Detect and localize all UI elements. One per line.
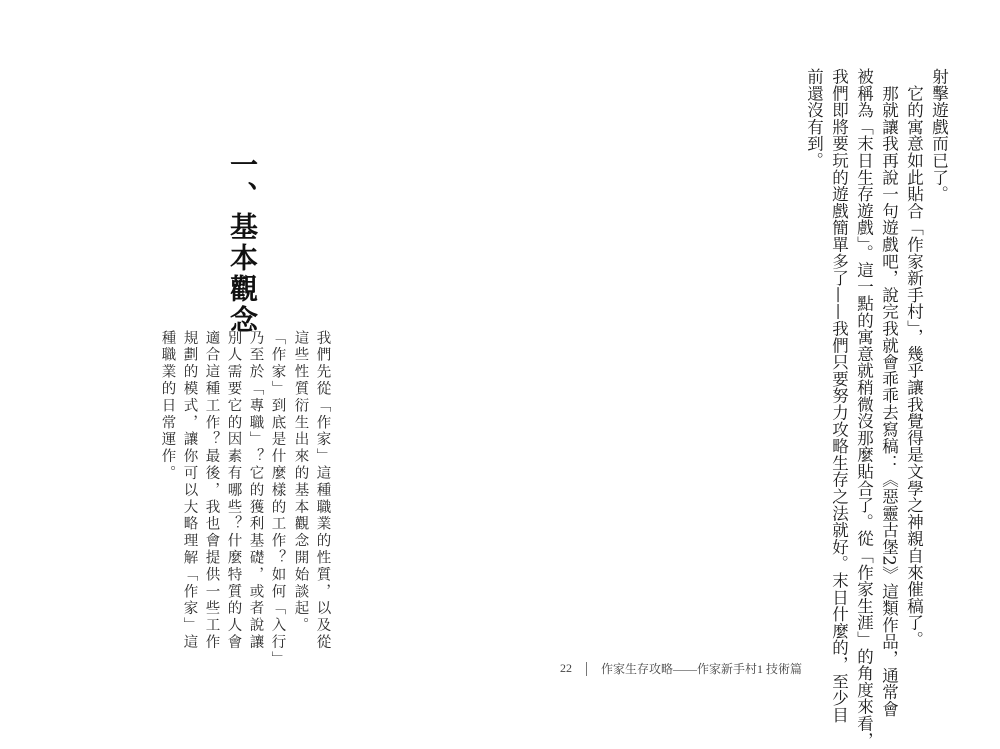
body-text-column-3: 那就讓我再說一句遊戲吧，說完我就會乖乖去寫稿：《惡靈古堡2》這類作品，通常會 bbox=[879, 68, 899, 718]
running-title: 作家生存攻略——作家新手村1 技術篇 bbox=[601, 662, 803, 676]
section-title: 一、基本觀念 bbox=[226, 150, 259, 336]
body-text-column-1: 射擊遊戲而已了。 bbox=[929, 68, 949, 203]
body-text-column-5: 我們即將要玩的遊戲簡單多了——我們只要努力攻略生存之法就好。末日什麼的，至少目 bbox=[829, 68, 849, 724]
page-number: 22 bbox=[560, 661, 572, 675]
body-text-column-4: 被稱為「末日生存遊戲」。這一點的寓意就稍微沒那麼貼合了。從「作家生涯」的角度來看， bbox=[854, 68, 874, 749]
footer-divider bbox=[586, 662, 587, 676]
intro-text-column-8: 種職業的日常運作。 bbox=[159, 330, 176, 483]
intro-text-column-3: 「作家」到底是什麼樣的工作？如何「入行」 bbox=[269, 330, 286, 668]
body-text-column-2: 它的寓意如此貼合「作家新手村」，幾乎讓我覺得是文學之神親自來催稿了。 bbox=[904, 68, 924, 648]
intro-text-column-2: 這些性質衍生出來的基本觀念開始談起。 bbox=[292, 330, 309, 635]
page-footer bbox=[560, 660, 802, 677]
intro-text-column-6: 適合這種工作？最後，我也會提供一些工作 bbox=[203, 330, 220, 652]
intro-text-column-7: 規劃的模式，讓你可以大略理解「作家」這 bbox=[181, 330, 198, 652]
intro-text-column-5: 別人需要它的因素有哪些？什麼特質的人會 bbox=[225, 330, 242, 652]
intro-text-column-1: 我們先從「作家」這種職業的性質，以及從 bbox=[314, 330, 331, 652]
intro-text-column-4: 乃至於「專職」？它的獲利基礎，或者說讓 bbox=[247, 330, 264, 652]
body-text-column-6: 前還沒有到。 bbox=[804, 68, 824, 169]
